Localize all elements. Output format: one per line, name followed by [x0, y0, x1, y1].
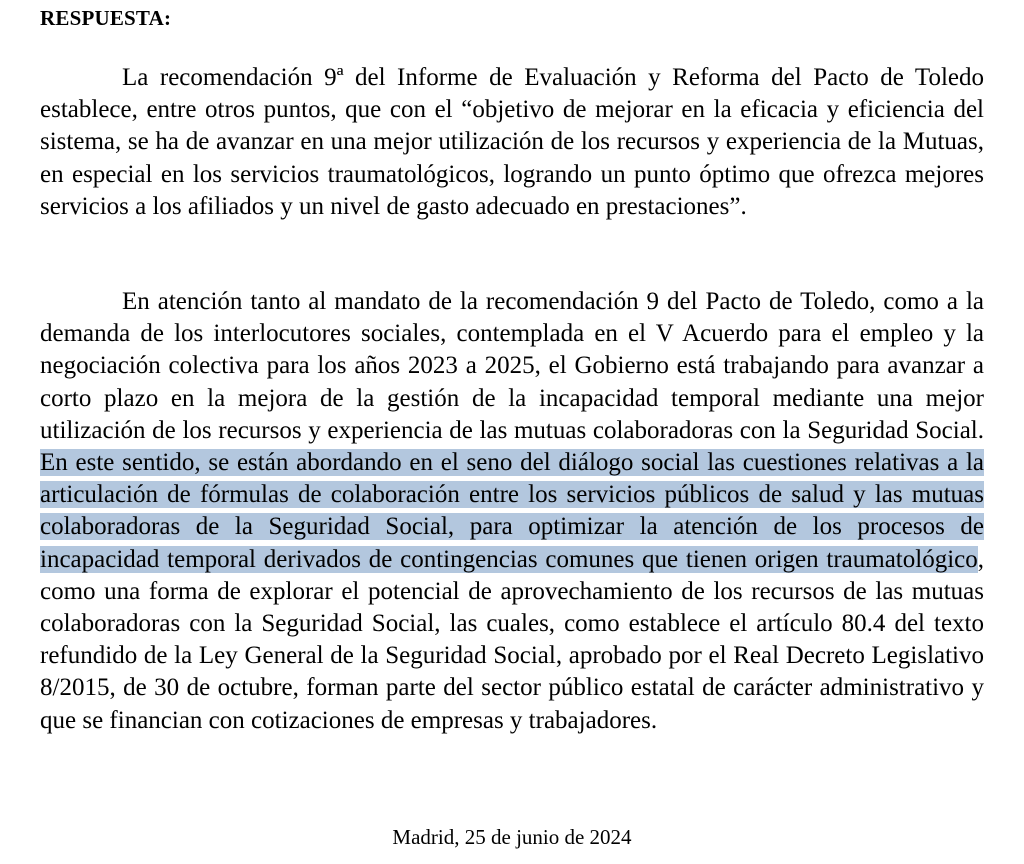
response-heading: RESPUESTA: — [40, 6, 172, 30]
paragraph-government-response[interactable] — [40, 286, 984, 737]
paragraph-recommendation[interactable]: La recomendación 9ª del Informe de Evaluación y Reforma del Pacto de Toledo establece, entre otros puntos, que con el “objetivo de mejorar en la eficacia y eficiencia del sistema, se ha de avanzar en una mejor utilización de los recursos y experiencia de la Mutuas, en especial en los servicios traumatológicos, logrando un punto óptimo que ofrezca mejores servicios a los afiliados y un nivel de gasto adecuado en prestaciones”. — [40, 64, 984, 220]
paragraph-text-after-highlight[interactable]: , como una forma de explorar el potencial de aprovechamiento de los recursos de las mutuas colaboradoras con la Seguridad Social, las cuales, como establece el artículo 80.4 del texto refundido de la Ley General de la Seguridad Social, aprobado por el Real Decreto Legislativo 8/2015, de 30 de octubre, forman parte del sector público estatal de carácter administrativo y que se financian con cotizaciones de empresas y trabajadores. — [40, 545, 984, 734]
paragraph-text-before-highlight[interactable]: En atención tanto al mandato de la recomendación 9 del Pacto de Toledo, como a la demanda de los interlocutores sociales, contemplada en el V Acuerdo para el empleo y la negociación colectiva para los años 2023 a 2025, el Gobierno está trabajando para avanzar a corto plazo en la mejora de la gestión de la incapacidad temporal mediante una mejor utilización de los recursos y experiencia de las mutuas colaboradoras con la Seguridad Social. — [40, 288, 984, 444]
highlighted-selection[interactable]: En este sentido, se están abordando en el seno del diálogo social las cuestiones relativas a la articulación de fórmulas de colaboración entre los servicios públicos de salud y las mutuas colaboradoras de la Seguridad Social, para optimizar la atención de los procesos de incapacidad temporal derivados de contingencias comunes que tienen origen traumatológico — [40, 449, 984, 573]
place-date-line: Madrid, 25 de junio de 2024 — [392, 825, 632, 849]
